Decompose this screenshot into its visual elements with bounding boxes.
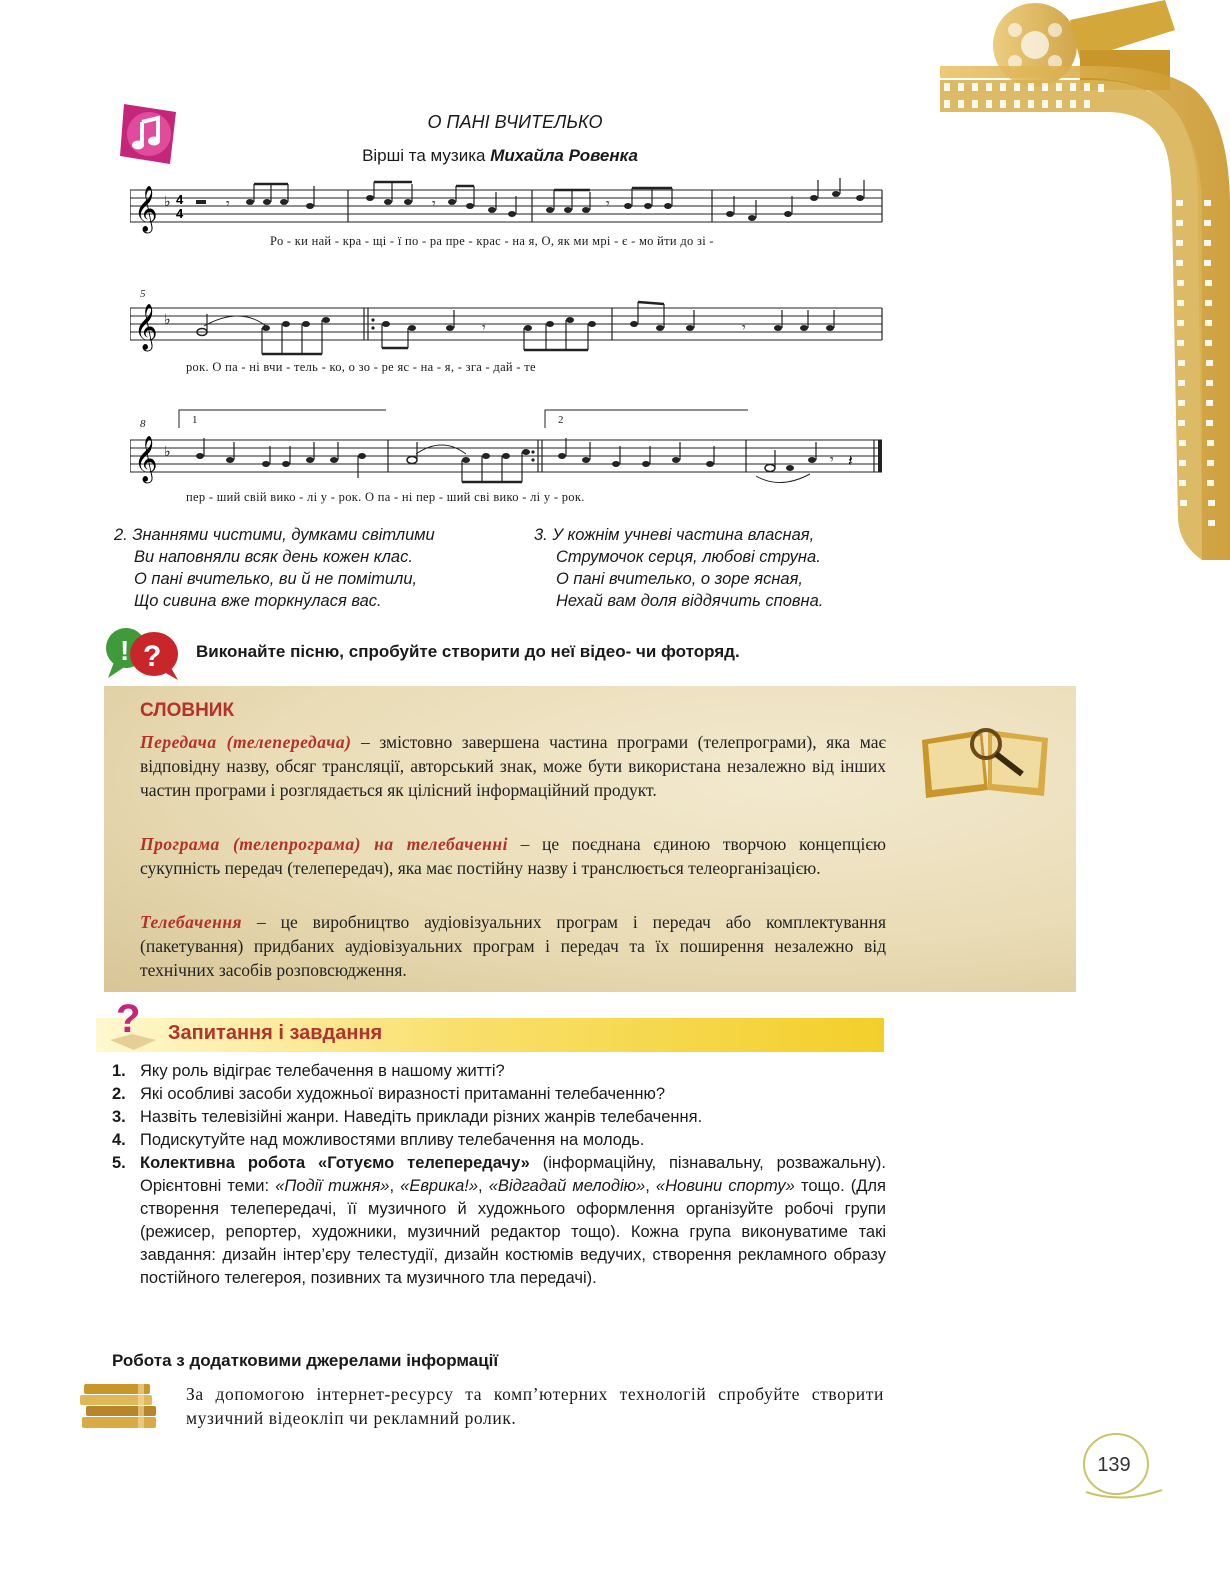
question-number: 5. — [112, 1154, 126, 1172]
svg-text:♭: ♭ — [164, 193, 171, 209]
lyrics-line-1: Ро - ки най - кра - щі - ї по - ра пре - крас - на я, О, як ми мрі - є - мо йти до зі - — [270, 234, 714, 248]
svg-text:𝄞: 𝄞 — [134, 436, 158, 482]
svg-text:𝄾: 𝄾 — [226, 195, 230, 211]
volta-label-1: 1 — [192, 414, 198, 426]
svg-text:𝄾: 𝄾 — [742, 319, 746, 335]
music-staff-1 — [130, 178, 885, 238]
svg-text:𝄽: 𝄽 — [848, 453, 853, 470]
svg-text:?: ? — [143, 640, 162, 673]
verse-2 — [114, 524, 435, 612]
question-number: 2. — [112, 1085, 126, 1103]
svg-text:𝄾: 𝄾 — [606, 195, 610, 211]
question-5-comma-1: , — [389, 1177, 401, 1195]
dictionary-box — [104, 686, 1076, 992]
questions-title: Запитання і завдання — [168, 1022, 383, 1044]
exclamation-question-icon — [104, 622, 184, 680]
song-author — [0, 146, 1000, 166]
question-item-3 — [112, 1106, 886, 1129]
question-5-comma-2: , — [478, 1177, 489, 1195]
task-instruction: Виконайте пісню, спробуйте створити до неї відео- чи фоторяд. — [196, 642, 740, 661]
svg-text:♭: ♭ — [164, 443, 171, 459]
verse-3-line-4: Нехай вам доля віддячить сповна. — [556, 592, 824, 610]
svg-text:!: ! — [120, 635, 130, 666]
dictionary-title: СЛОВНИК — [140, 700, 235, 721]
dictionary-term-1: Передача (телепередача) — [140, 732, 352, 752]
page-number: 139 — [1097, 1454, 1131, 1476]
dictionary-text-1: – змістовно завершена частина програми (телепрограми), яка має відповідну назву, обсяг трансляції, авторський знак, може бути використана незалежно від інших частин програми і розглядається як цілісний інформаційний продукт. — [140, 732, 886, 800]
question-text: Подискутуйте над можливостями впливу телебачення на молодь. — [140, 1131, 645, 1149]
question-text: Які особливі засоби художньої виразності притаманні телебаченню? — [140, 1085, 665, 1103]
measure-number-8: 8 — [140, 418, 146, 430]
question-item-4 — [112, 1129, 886, 1152]
extra-sources-text: За допомогою інтернет-ресурсу та комп’ютерних технологій спробуйте створити музичний відеокліп чи рекламний ролик. — [186, 1384, 884, 1428]
lyrics-line-2: рок. О па - ні вчи - тель - ко, о зо - ре яс - на - я, - зга - дай - те — [186, 360, 536, 374]
measure-number-5: 5 — [140, 288, 146, 300]
dictionary-text-2: – це поєднана єдиною творчою концепцією сукупність передач (телепередач), яка має постійну назву і транслюється телеорганізацією. — [140, 834, 886, 878]
question-5-topic-1: «Події тижня» — [275, 1177, 390, 1195]
question-5-comma-3: , — [645, 1177, 656, 1195]
book-stack-icon — [78, 1382, 160, 1430]
song-title: О ПАНІ ВЧИТЕЛЬКО — [427, 112, 603, 132]
music-staff-2 — [130, 296, 885, 356]
dictionary-entry-1 — [140, 730, 886, 802]
book-magnifier-icon — [916, 710, 1056, 800]
song-author-prefix: Вірші та музика — [362, 146, 486, 165]
question-5-topic-3: «Відгадай мелодію» — [488, 1177, 646, 1195]
question-5-text-1: (інформаційну, пізнавальну, розважальну). Орієнтовні теми: — [140, 1154, 886, 1195]
svg-text:4: 4 — [176, 206, 184, 221]
question-text: Назвіть телевізійні жанри. Наведіть приклади різних жанрів телебачення. — [140, 1108, 703, 1126]
svg-text:𝄞: 𝄞 — [134, 304, 158, 350]
question-item-5 — [112, 1152, 886, 1290]
film-reel-icon — [940, 0, 1230, 600]
dictionary-term-2: Програма (телепрограма) на телебаченні — [140, 834, 508, 854]
song-author-name: Михайла Ровенка — [490, 146, 638, 165]
dictionary-text-3: – це виробництво аудіовізуальних програм і передач або комплектування (пакетування) придбаних аудіовізуальних програм і передач та їх поширення незалежно від технічних засобів розповсюдження. — [140, 912, 886, 980]
lyrics-line-3: пер - ший свій вико - лі у - рок. О па - ні пер - ший сві вико - лі у - рок. — [186, 490, 585, 504]
dictionary-entry-2 — [140, 832, 886, 880]
dictionary-entry-3 — [140, 910, 886, 982]
question-5-text-2: тощо. (Для створення телепередачі, її музичного й художнього оформлення організуйте робочі групи (режисер, репортер, художники, музичний редактор тощо). Кожна група виконуватиме такі завдання: дизайн інтер’єру телестудії, дизайн костюмів ведучих, створення рекламного образу постійного телегероя, позивних та музичного тла передачі). — [140, 1177, 886, 1287]
question-item-2 — [112, 1083, 886, 1106]
verse-2-line-4: Що сивина вже торкнулася вас. — [134, 592, 382, 610]
verse-3-line-2: Струмочок серця, любові струна. — [556, 548, 821, 566]
svg-text:4: 4 — [176, 192, 184, 207]
svg-text:𝄾: 𝄾 — [830, 451, 834, 467]
questions-list — [112, 1060, 886, 1290]
verse-3-line-3: О пані вчителько, о зоре ясная, — [556, 570, 803, 588]
question-text: Яку роль відіграє телебачення в нашому житті? — [140, 1062, 505, 1080]
verse-3-line-1: 3. У кожнім учневі частина власная, — [534, 526, 815, 544]
question-5-topic-2: «Еврика!» — [400, 1177, 479, 1195]
verse-2-line-2: Ви наповняли всяк день кожен клас. — [134, 548, 413, 566]
volta-label-2: 2 — [558, 414, 564, 426]
question-5-topic-4: «Новини спорту» — [655, 1177, 795, 1195]
verse-2-line-1: 2. Знаннями чистими, думками світлими — [114, 526, 435, 544]
svg-text:𝄾: 𝄾 — [432, 195, 436, 211]
extra-sources-heading: Робота з додатковими джерелами інформації — [112, 1351, 499, 1370]
question-number: 4. — [112, 1131, 126, 1149]
question-5-bold: Колективна робота «Готуємо телепередачу» — [140, 1154, 530, 1172]
volta-bracket-1 — [178, 408, 388, 428]
question-book-icon — [108, 996, 158, 1056]
svg-text:𝄞: 𝄞 — [134, 186, 158, 232]
dictionary-term-3: Телебачення — [140, 912, 243, 932]
svg-text:?: ? — [116, 997, 141, 1041]
question-number: 3. — [112, 1108, 126, 1126]
question-item-1 — [112, 1060, 886, 1083]
music-staff-3 — [130, 428, 885, 488]
svg-text:♭: ♭ — [164, 311, 171, 327]
volta-bracket-2 — [544, 408, 750, 428]
question-number: 1. — [112, 1062, 126, 1080]
verse-2-line-3: О пані вчителько, ви й не помітили, — [134, 570, 418, 588]
verse-3 — [534, 524, 823, 612]
svg-text:𝄾: 𝄾 — [482, 319, 486, 335]
